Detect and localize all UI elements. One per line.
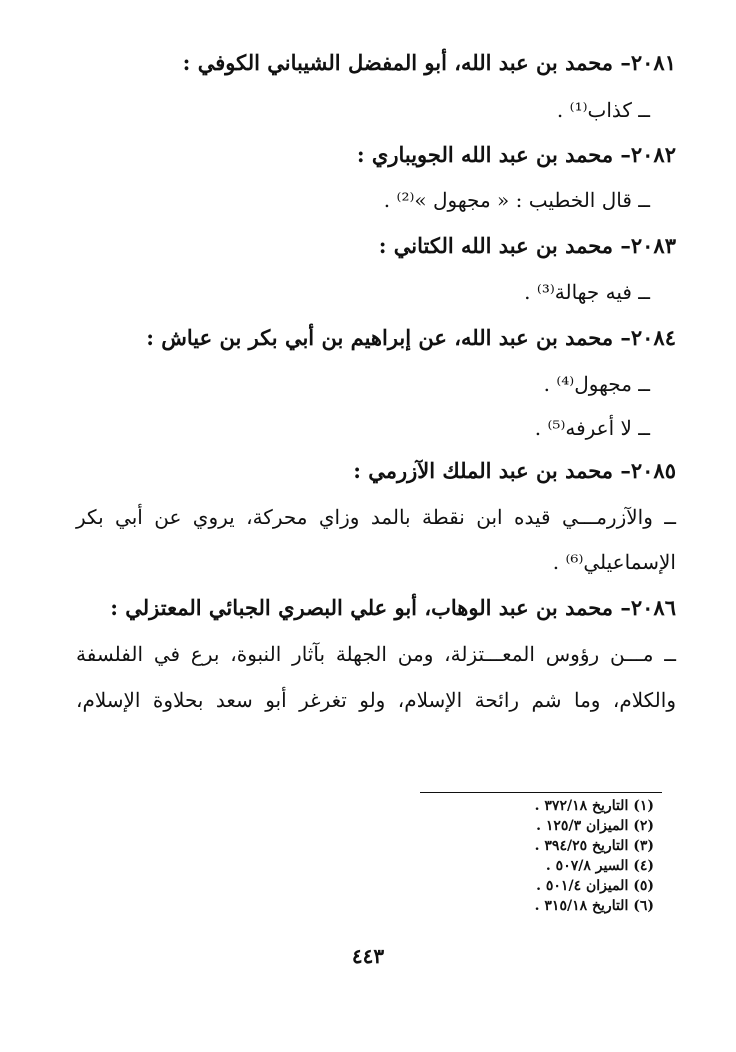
entry-title: – محمد بن عبد الله الجويباري : <box>356 142 631 167</box>
entry-text-line: ــ مجهول⁽⁴⁾ . <box>543 372 650 396</box>
entry-heading <box>146 325 676 350</box>
entry-text-line: ــ مـــن رؤوس المعـــتزلة، ومن الجهلة بآثار النبوة، برع في الفلسفة <box>76 642 676 666</box>
entry-text-line: ــ كذاب⁽¹⁾ . <box>556 98 650 122</box>
entry-number: ٢٠٨٣ <box>630 233 676 258</box>
entry-number: ٢٠٨٢ <box>630 142 676 167</box>
entry-heading <box>379 233 676 258</box>
entry-text-line: الإسماعيلي⁽⁶⁾ . <box>552 550 676 574</box>
entry-heading <box>183 50 676 75</box>
footnote: (٤) السير ٥٠٧/٨ . <box>545 858 654 874</box>
footnote: (٣) التاريخ ٣٩٤/٢٥ . <box>534 838 654 854</box>
footnote: (١) التاريخ ٣٧٢/١٨ . <box>534 798 654 814</box>
entry-heading <box>110 595 676 620</box>
entry-number: ٢٠٨٦ <box>630 595 676 620</box>
entry-title: – محمد بن عبد الله الكتاني : <box>378 233 631 258</box>
entry-title: – محمد بن عبد الله، أبو المفضل الشيباني الكوفي : <box>182 50 631 75</box>
footnote: (٢) الميزان ١٢٥/٣ . <box>536 818 654 834</box>
entry-text-line: ــ فيه جهالة⁽³⁾ . <box>524 280 650 304</box>
entry-title: – محمد بن عبد الله، عن إبراهيم بن أبي بكر بن عياش : <box>146 325 631 350</box>
entry-heading <box>357 142 676 167</box>
page-number: ٤٤٣ <box>351 944 385 968</box>
entry-title: – محمد بن عبد الوهاب، أبو علي البصري الجبائي المعتزلي : <box>110 595 631 620</box>
footnote: (٥) الميزان ٥٠١/٤ . <box>536 878 654 894</box>
entry-number: ٢٠٨١ <box>630 50 676 75</box>
entry-heading <box>353 458 676 483</box>
entry-text-line: ــ لا أعرفه⁽⁵⁾ . <box>534 416 650 440</box>
entry-text-line: ــ قال الخطيب : « مجهول »⁽²⁾ . <box>383 188 650 212</box>
footnote: (٦) التاريخ ٣١٥/١٨ . <box>534 898 654 914</box>
entry-text-line: ــ والآزرمـــي قيده ابن نقطة بالمد وزاي محركة، يروي عن أبي بكر <box>76 505 676 529</box>
entry-number: ٢٠٨٤ <box>630 325 676 350</box>
footnote-separator <box>420 792 662 793</box>
entry-number: ٢٠٨٥ <box>630 458 676 483</box>
entry-title: – محمد بن عبد الملك الآزرمي : <box>353 458 631 483</box>
entry-text-line: والكلام، وما شم رائحة الإسلام، ولو تغرغر أبو سعد بحلاوة الإسلام، <box>76 688 676 712</box>
